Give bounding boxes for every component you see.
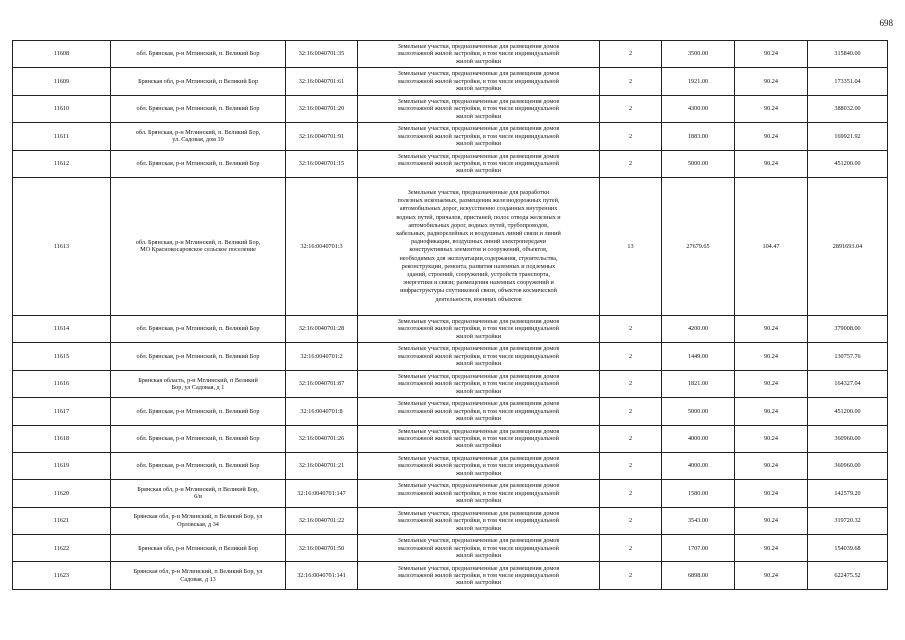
row-number-cell: 11612 xyxy=(13,150,111,177)
cadastral-number-cell: 32:16:0040701:35 xyxy=(286,41,358,68)
row-number-cell: 11611 xyxy=(13,123,111,150)
cadastral-number-cell: 32:16:0040701:15 xyxy=(286,150,358,177)
area-cell: 1707.00 xyxy=(662,535,735,562)
land-use-cell: Земельные участки, предназначенные для размещения домов малоэтажной жилой застройки, в том числе индивидуальной жилой застройки xyxy=(358,452,600,479)
land-use-cell: Земельные участки, предназначенные для размещения домов малоэтажной жилой застройки, в том числе индивидуальной жилой застройки xyxy=(358,480,600,507)
row-number-cell: 11616 xyxy=(13,370,111,397)
table-row xyxy=(13,123,888,150)
table-row xyxy=(13,507,888,534)
group-cell: 2 xyxy=(600,562,662,589)
row-number-cell: 11622 xyxy=(13,535,111,562)
table-row xyxy=(13,370,888,397)
group-cell: 2 xyxy=(600,507,662,534)
area-cell: 3500.00 xyxy=(662,41,735,68)
cadastral-value-cell: 315840.00 xyxy=(808,41,888,68)
table-row xyxy=(13,398,888,425)
cadastral-value-cell: 622475.52 xyxy=(808,562,888,589)
group-cell: 2 xyxy=(600,480,662,507)
cadastral-value-cell: 130757.76 xyxy=(808,343,888,370)
cadastral-value-cell: 379008.00 xyxy=(808,315,888,342)
row-number-cell: 11609 xyxy=(13,68,111,95)
cadastral-value-cell: 388032.00 xyxy=(808,95,888,122)
table-row xyxy=(13,343,888,370)
area-cell: 1449.00 xyxy=(662,343,735,370)
table-row xyxy=(13,480,888,507)
area-cell: 1580.00 xyxy=(662,480,735,507)
group-cell: 2 xyxy=(600,370,662,397)
row-number-cell: 11610 xyxy=(13,95,111,122)
cadastral-number-cell: 32:16:0040701:8 xyxy=(286,398,358,425)
group-cell: 2 xyxy=(600,315,662,342)
rate-cell: 90.24 xyxy=(735,343,808,370)
row-number-cell: 11623 xyxy=(13,562,111,589)
rate-cell: 90.24 xyxy=(735,68,808,95)
land-use-cell: Земельные участки, предназначенные для размещения домов малоэтажной жилой застройки, в том числе индивидуальной жилой застройки xyxy=(358,41,600,68)
cadastral-value-cell: 142579.20 xyxy=(808,480,888,507)
address-cell: Брянская обл, р-н Мглинский, п Великий Бор, ул Орловская, д 34 xyxy=(111,507,286,534)
page-number: 698 xyxy=(879,18,893,28)
cadastral-number-cell: 32:16:0040701:50 xyxy=(286,535,358,562)
address-cell: обл. Брянская, р-н Мглинский, п. Великий Бор xyxy=(111,452,286,479)
land-use-cell: Земельные участки, предназначенные для размещения домов малоэтажной жилой застройки, в том числе индивидуальной жилой застройки xyxy=(358,343,600,370)
row-number-cell: 11620 xyxy=(13,480,111,507)
address-cell: обл. Брянская, р-н Мглинский, п. Великий Бор xyxy=(111,95,286,122)
row-number-cell: 11619 xyxy=(13,452,111,479)
group-cell: 2 xyxy=(600,95,662,122)
address-cell: обл. Брянская, р-н Мглинский, п. Великий Бор xyxy=(111,425,286,452)
rate-cell: 90.24 xyxy=(735,452,808,479)
rate-cell: 90.24 xyxy=(735,562,808,589)
group-cell: 2 xyxy=(600,150,662,177)
address-cell: Брянская обл, р-н Мглинский, п Великий Бор xyxy=(111,68,286,95)
row-number-cell: 11613 xyxy=(13,177,111,315)
group-cell: 2 xyxy=(600,68,662,95)
land-use-cell: Земельные участки, предназначенные для разработки полезных ископаемых, размещения железнодорожных путей, автомобильных дорог, искусственно созданных внутренних водных путей, причалов, пристаней, полос отвода железных и автомобильных дорог, водных путей, трубопроводов, кабельных, радиорелейных и воздушных линий связи и линий радиофикации, воздушных линий электропередачи конструктивных элементов и сооружений, объектов, необходимых для эксплуатации,содержания, строительства, реконструкции, ремонта, развития наземных и подземных зданий, строений, сооружений, устройств транспорта, энергетики и связи; размещения наземных сооружений и инфраструктуры спутниковой связи, объектов космической деятельности, военных объектов xyxy=(358,177,600,315)
cadastral-number-cell: 32:16:0040701:28 xyxy=(286,315,358,342)
land-use-cell: Земельные участки, предназначенные для размещения домов малоэтажной жилой застройки, в том числе индивидуальной жилой застройки xyxy=(358,425,600,452)
cadastral-value-cell: 164327.04 xyxy=(808,370,888,397)
cadastral-number-cell: 32:16:0040701:3 xyxy=(286,177,358,315)
group-cell: 2 xyxy=(600,425,662,452)
group-cell: 2 xyxy=(600,535,662,562)
land-use-cell: Земельные участки, предназначенные для размещения домов малоэтажной жилой застройки, в том числе индивидуальной жилой застройки xyxy=(358,150,600,177)
table-row xyxy=(13,177,888,315)
cadastral-value-cell: 2891693.04 xyxy=(808,177,888,315)
table-row xyxy=(13,425,888,452)
rate-cell: 90.24 xyxy=(735,398,808,425)
area-cell: 4000.00 xyxy=(662,452,735,479)
rate-cell: 90.24 xyxy=(735,480,808,507)
cadastral-value-cell: 360960.00 xyxy=(808,452,888,479)
address-cell: обл. Брянская, р-н Мглинский, п. Великий Бор xyxy=(111,41,286,68)
cadastral-number-cell: 32:16:0040701:26 xyxy=(286,425,358,452)
address-cell: обл. Брянская, р-н Мглинский, п. Великий Бор xyxy=(111,343,286,370)
cadastral-number-cell: 32:16:0040701:147 xyxy=(286,480,358,507)
rate-cell: 90.24 xyxy=(735,507,808,534)
table-row xyxy=(13,95,888,122)
rate-cell: 90.24 xyxy=(735,123,808,150)
cadastral-value-cell: 319720.32 xyxy=(808,507,888,534)
table-row xyxy=(13,562,888,589)
address-cell: обл. Брянская, р-н Мглинский, п. Великий Бор xyxy=(111,398,286,425)
group-cell: 2 xyxy=(600,123,662,150)
land-use-cell: Земельные участки, предназначенные для размещения домов малоэтажной жилой застройки, в том числе индивидуальной жилой застройки xyxy=(358,95,600,122)
table-row xyxy=(13,315,888,342)
rate-cell: 90.24 xyxy=(735,150,808,177)
rate-cell: 104.47 xyxy=(735,177,808,315)
land-registry-table xyxy=(12,40,888,590)
address-cell: Брянская обл, р-н Мглинский, п Великий Бор xyxy=(111,535,286,562)
area-cell: 5000.00 xyxy=(662,150,735,177)
address-cell: обл. Брянская, р-н Мглинский, п. Великий Бор xyxy=(111,150,286,177)
land-use-cell: Земельные участки, предназначенные для размещения домов малоэтажной жилой застройки, в том числе индивидуальной жилой застройки xyxy=(358,123,600,150)
address-cell: Брянская обл, р-н Мглинский, п Великий Бор, 6/в xyxy=(111,480,286,507)
rate-cell: 90.24 xyxy=(735,95,808,122)
row-number-cell: 11614 xyxy=(13,315,111,342)
cadastral-value-cell: 360960.00 xyxy=(808,425,888,452)
area-cell: 1821.00 xyxy=(662,370,735,397)
cadastral-value-cell: 154039.68 xyxy=(808,535,888,562)
cadastral-number-cell: 32:16:0040701:91 xyxy=(286,123,358,150)
table-row xyxy=(13,150,888,177)
address-cell: Брянская обл, р-н Мглинский, п Великий Бор, ул Садовая, д 13 xyxy=(111,562,286,589)
rate-cell: 90.24 xyxy=(735,370,808,397)
address-cell: обл. Брянская, р-н Мглинский, п. Великий Бор xyxy=(111,315,286,342)
address-cell: Брянская область, р-н Мглинский, п Великий Бор, ул Садовая, д 1 xyxy=(111,370,286,397)
area-cell: 5000.00 xyxy=(662,398,735,425)
cadastral-number-cell: 32:16:0040701:141 xyxy=(286,562,358,589)
area-cell: 1883.00 xyxy=(662,123,735,150)
address-cell: обл. Брянская, р-н Мглинский, п. Великий Бор, ул. Садовая, дом 19 xyxy=(111,123,286,150)
row-number-cell: 11621 xyxy=(13,507,111,534)
rate-cell: 90.24 xyxy=(735,425,808,452)
row-number-cell: 11608 xyxy=(13,41,111,68)
table-row xyxy=(13,68,888,95)
group-cell: 2 xyxy=(600,343,662,370)
land-use-cell: Земельные участки, предназначенные для размещения домов малоэтажной жилой застройки, в том числе индивидуальной жилой застройки xyxy=(358,398,600,425)
cadastral-number-cell: 32:16:0040701:61 xyxy=(286,68,358,95)
table-row xyxy=(13,535,888,562)
row-number-cell: 11618 xyxy=(13,425,111,452)
cadastral-number-cell: 32:16:0040701:2 xyxy=(286,343,358,370)
cadastral-value-cell: 451200.00 xyxy=(808,150,888,177)
rate-cell: 90.24 xyxy=(735,315,808,342)
row-number-cell: 11615 xyxy=(13,343,111,370)
cadastral-number-cell: 32:16:0040701:20 xyxy=(286,95,358,122)
land-use-cell: Земельные участки, предназначенные для размещения домов малоэтажной жилой застройки, в том числе индивидуальной жилой застройки xyxy=(358,562,600,589)
cadastral-value-cell: 173351.04 xyxy=(808,68,888,95)
table-row xyxy=(13,452,888,479)
area-cell: 4000.00 xyxy=(662,425,735,452)
cadastral-number-cell: 32:16:0040701:21 xyxy=(286,452,358,479)
cadastral-value-cell: 451200.00 xyxy=(808,398,888,425)
cadastral-number-cell: 32:16:0040701:87 xyxy=(286,370,358,397)
group-cell: 2 xyxy=(600,398,662,425)
group-cell: 2 xyxy=(600,452,662,479)
area-cell: 1921.00 xyxy=(662,68,735,95)
rate-cell: 90.24 xyxy=(735,535,808,562)
land-use-cell: Земельные участки, предназначенные для размещения домов малоэтажной жилой застройки, в том числе индивидуальной жилой застройки xyxy=(358,535,600,562)
area-cell: 27679.65 xyxy=(662,177,735,315)
area-cell: 4300.00 xyxy=(662,95,735,122)
cadastral-number-cell: 32:16:0040701:22 xyxy=(286,507,358,534)
land-use-cell: Земельные участки, предназначенные для размещения домов малоэтажной жилой застройки, в том числе индивидуальной жилой застройки xyxy=(358,507,600,534)
address-cell: обл. Брянская, р-н Мглинский, п. Великий Бор, МО Краснокосаровское сельское поселение xyxy=(111,177,286,315)
table-row xyxy=(13,41,888,68)
rate-cell: 90.24 xyxy=(735,41,808,68)
cadastral-value-cell: 169921.92 xyxy=(808,123,888,150)
area-cell: 6898.00 xyxy=(662,562,735,589)
group-cell: 13 xyxy=(600,177,662,315)
land-use-cell: Земельные участки, предназначенные для размещения домов малоэтажной жилой застройки, в том числе индивидуальной жилой застройки xyxy=(358,315,600,342)
land-use-cell: Земельные участки, предназначенные для размещения домов малоэтажной жилой застройки, в том числе индивидуальной жилой застройки xyxy=(358,68,600,95)
area-cell: 3543.00 xyxy=(662,507,735,534)
area-cell: 4200.00 xyxy=(662,315,735,342)
land-use-cell: Земельные участки, предназначенные для размещения домов малоэтажной жилой застройки, в том числе индивидуальной жилой застройки xyxy=(358,370,600,397)
group-cell: 2 xyxy=(600,41,662,68)
row-number-cell: 11617 xyxy=(13,398,111,425)
